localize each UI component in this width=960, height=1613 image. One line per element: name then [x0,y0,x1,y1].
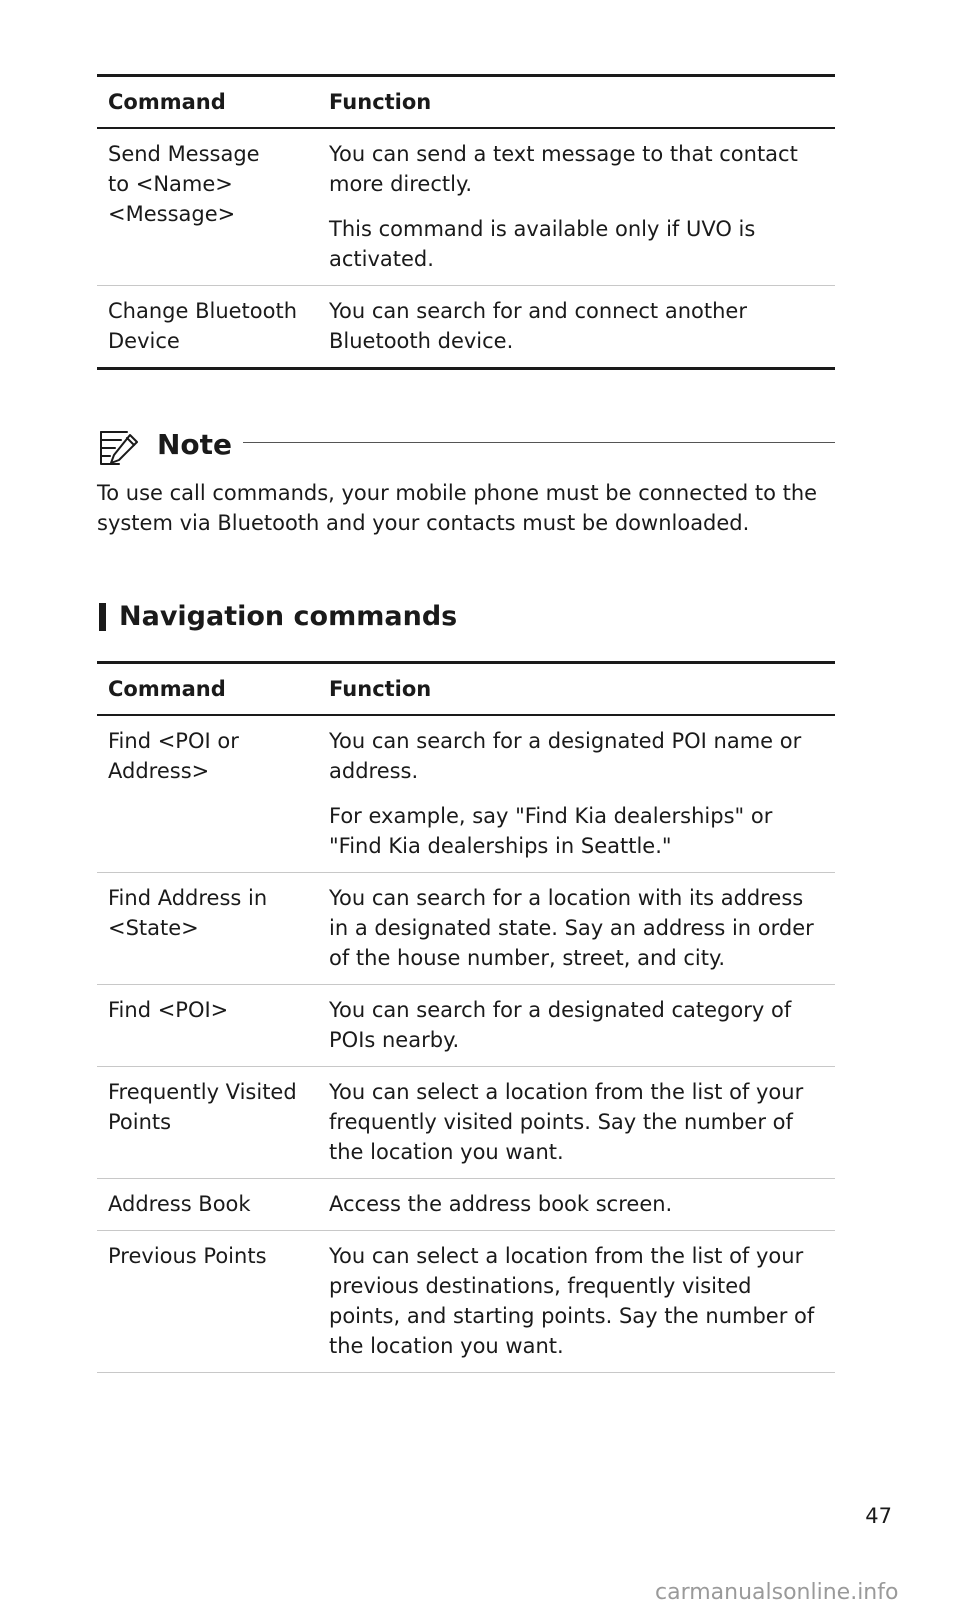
section-title: Navigation commands [119,601,458,632]
table-row [97,1179,835,1231]
command-cell: Previous Points [97,1231,318,1373]
command-cell: Find <POI> [97,985,318,1067]
column-header-function: Function [318,663,835,716]
table-row [97,985,835,1067]
function-text: You can search for a location with its address in a designated state. Say an address in order of the house number, street, and city. [329,886,814,970]
table-row [97,1067,835,1179]
note-body: To use call commands, your mobile phone must be connected to the system via Bluetooth and your contacts must be downloaded. [97,481,818,535]
column-header-command: Command [97,663,318,716]
function-text: You can select a location from the list of your previous destinations, frequently visited points, and starting points. Say the number of the location you want. [329,1244,815,1358]
command-cell: Find Address in <State> [97,873,318,985]
function-cell [318,1067,835,1179]
function-cell [318,286,835,369]
table-header-row [97,76,835,129]
function-cell [318,873,835,985]
navigation-commands-table [97,661,835,1373]
function-cell [318,128,835,286]
table-row [97,715,835,873]
function-text: You can select a location from the list of your frequently visited points. Say the number of the location you want. [329,1080,804,1164]
table-row [97,128,835,286]
command-cell: Address Book [97,1179,318,1231]
function-text: This command is available only if UVO is activated. [329,217,756,271]
command-cell: Find <POI or Address> [97,715,318,873]
function-cell [318,715,835,873]
function-text: You can search for a designated POI name or address. [329,729,802,783]
function-cell [318,1179,835,1231]
note-title: Note [157,428,233,461]
voice-commands-table [97,74,835,370]
command-cell: Send Message to <Name> <Message> [97,128,318,286]
note-divider [243,442,835,443]
function-text: You can search for and connect another Bluetooth device. [329,299,747,353]
function-text: For example, say "Find Kia dealerships" or "Find Kia dealerships in Seattle." [329,804,773,858]
function-text: You can send a text message to that contact more directly. [329,142,798,196]
table-row [97,873,835,985]
note-pencil-icon [97,424,141,468]
command-cell: Change Bluetooth Device [97,286,318,369]
section-marker [99,603,106,631]
page-number: 47 [865,1504,892,1528]
function-cell [318,1231,835,1373]
function-text: Access the address book screen. [329,1192,673,1216]
command-cell: Frequently Visited Points [97,1067,318,1179]
watermark: carmanualsonline.info [655,1580,899,1605]
column-header-command: Command [97,76,318,129]
note-header [97,420,835,470]
function-cell [318,985,835,1067]
function-text: You can search for a designated category of POIs nearby. [329,998,792,1052]
column-header-function: Function [318,76,835,129]
table-header-row [97,663,835,716]
table-row [97,1231,835,1373]
table-row [97,286,835,369]
